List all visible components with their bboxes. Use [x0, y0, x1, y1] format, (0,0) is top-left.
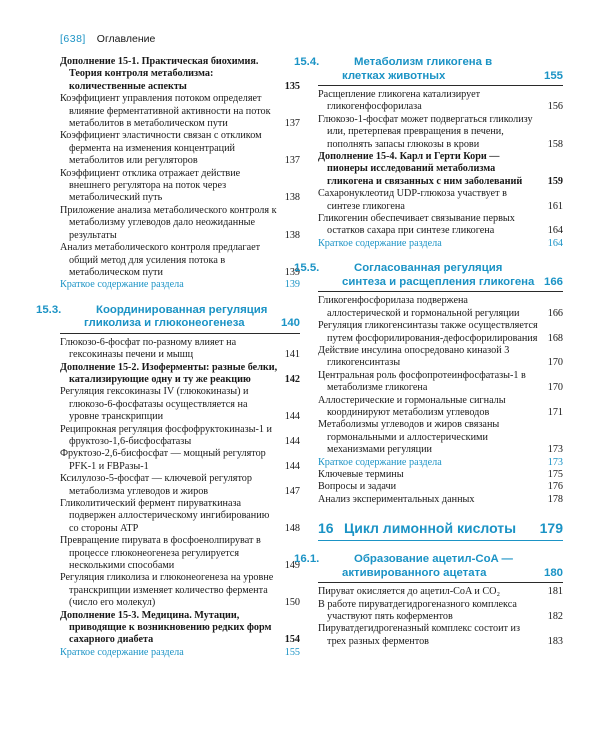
toc-entry[interactable] [60, 498, 300, 535]
page-ref: 168 [547, 332, 563, 344]
entry-title: Приложение анализа метаболического контроля к метаболизму углеводов дало неожиданные результаты [60, 204, 277, 241]
entry-title: Гликолитический фермент пируваткиназа подвержен аллостерическому ингибированию со стороны ATP [60, 498, 270, 534]
page-ref: 135 [284, 80, 300, 92]
entry-title: Фруктозо-2,6-бисфосфат — мощный регулятор PFK-1 и FBPазы-1 [60, 448, 266, 472]
toc-entry[interactable] [318, 623, 563, 648]
page-ref: 155 [543, 69, 563, 82]
section-heading[interactable] [294, 262, 563, 292]
entry-title: Анализ метаболического контроля предлагает общий метод для усиления потока в метаболическом пути [60, 242, 261, 278]
section-number: 15.5. [294, 262, 320, 275]
spacer [60, 292, 300, 304]
page-ref: 173 [547, 456, 563, 468]
toc-entry[interactable] [318, 419, 563, 456]
toc-left-column [36, 56, 300, 659]
entry-title: Краткое содержание раздела [318, 237, 442, 249]
entry-title: Регуляция гексокиназы IV (глюкокиназы) и глюкозо-6-фосфатазы осуществляется на уровне транскрипции [60, 386, 249, 423]
page-ref: 178 [547, 493, 563, 505]
toc-box-entry[interactable] [60, 610, 300, 647]
page-ref: 158 [547, 138, 563, 150]
entry-title: Глюкозо-1-фосфат может подвергаться гликолизу или, претерпевая превращения в печени, пополнять запасы глюкозы в крови [318, 113, 533, 150]
entry-title: Краткое содержание раздела [60, 646, 184, 658]
page-ref: 170 [547, 357, 563, 369]
entry-title: Превращение пирувата в фосфоенолпируват в процессе глюконеогенеза регулируется несколькими способами [60, 535, 261, 572]
spacer [318, 250, 563, 262]
entry-title: Краткое содержание раздела [60, 279, 184, 291]
chapter-title: Цикл лимонной кислоты [344, 520, 517, 537]
page-ref: 147 [284, 485, 300, 497]
page-ref: 166 [547, 307, 563, 319]
toc-entry[interactable] [318, 320, 563, 345]
toc-entry[interactable] [318, 494, 563, 506]
running-title: Оглавление [96, 33, 156, 45]
section-heading[interactable] [36, 303, 300, 334]
section-number: 15.4. [294, 56, 320, 68]
toc-summary-link[interactable] [60, 279, 300, 291]
page-ref: 173 [547, 444, 563, 456]
page-ref: 139 [284, 266, 300, 278]
entry-title: Гликогенин обеспечивает связывание первых остатков сахара при синтезе гликогена [318, 213, 515, 237]
toc-entry[interactable] [318, 395, 563, 420]
entry-title: Аллостерические и гормональные сигналы координируют метаболизм углеводов [318, 394, 506, 418]
page-ref: 175 [547, 468, 563, 480]
page-ref: 141 [284, 349, 300, 361]
section-number: 16.1. [294, 553, 320, 566]
entry-title: Дополнение 15-4. Карл и Герти Кори — пионеры исследований метаболизма гликогена и связанных с ним заболеваний [318, 151, 523, 187]
entry-title: Дополнение 15-1. Практическая биохимия. Теория контроля метаболизма: количественные аспекты [60, 56, 259, 92]
page-ref: 176 [547, 481, 563, 493]
section-title-line [36, 303, 272, 331]
page-ref: 166 [543, 275, 563, 288]
chapter-heading[interactable] [318, 518, 563, 541]
page-ref: 154 [284, 634, 300, 646]
page-ref: 150 [284, 597, 300, 609]
section-heading[interactable] [294, 553, 563, 583]
entry-title: Регуляция гликолиза и глюконеогенеза на уровне транскрипции изменяет количество фермента (число его молекул) [60, 572, 274, 609]
toc-entry[interactable] [60, 168, 300, 205]
page-ref: 155 [284, 646, 300, 658]
page-ref: 170 [547, 382, 563, 394]
entry-title: Коэффициент отклика отражает действие внешнего регулятора на поток через метаболический путь [60, 167, 241, 204]
page-number: [638] [60, 33, 86, 45]
entry-title: Метаболизмы углеводов и жиров связаны гормональными и аллостерическими механизмами регуляции [318, 419, 500, 456]
entry-title: Реципрокная регуляция фосфофруктокиназы-1 и фруктозо-1,6-бисфосфатазы [60, 423, 272, 447]
toc-entry[interactable] [318, 295, 563, 320]
section-number: 15.3. [36, 303, 62, 316]
toc-entry[interactable] [60, 473, 300, 498]
page-ref: 159 [547, 175, 563, 187]
section-title: Метаболизм гликогена в клетках животных [342, 56, 493, 82]
toc-entry[interactable] [318, 586, 563, 598]
section-title: Согласованная регуляция синтеза и расщепления гликогена [342, 262, 535, 288]
toc-entry[interactable] [60, 386, 300, 423]
toc-entry[interactable] [318, 469, 563, 481]
chapter-number: 16 [318, 520, 334, 537]
toc-entry[interactable] [318, 213, 563, 238]
toc-summary-link[interactable] [60, 647, 300, 659]
page-ref: 171 [547, 406, 563, 418]
entry-title: Сахаронуклеотид UDP-глюкоза участвует в синтезе гликогена [318, 188, 507, 212]
page-ref: 137 [284, 118, 300, 130]
section-heading[interactable] [294, 56, 563, 86]
entry-title: Расщепление гликогена катализирует гликогенфосфорилаза [318, 89, 481, 113]
page-ref: 156 [547, 101, 563, 113]
toc-entry[interactable] [318, 188, 563, 213]
entry-title: Краткое содержание раздела [318, 456, 442, 468]
toc-right-column [294, 56, 563, 648]
toc-box-entry[interactable] [60, 362, 300, 387]
page-ref: 149 [284, 560, 300, 572]
toc-entry[interactable] [318, 370, 563, 395]
entry-title: Действие инсулина опосредовано киназой 3 гликогенсинтазы [318, 344, 510, 369]
entry-title: Ключевые термины [318, 468, 404, 480]
page-ref: 180 [543, 566, 563, 579]
entry-title: Вопросы и задачи [318, 481, 397, 493]
page-ref: 179 [539, 520, 563, 537]
toc-entry[interactable] [60, 424, 300, 449]
toc-entry[interactable] [318, 345, 563, 370]
page-ref: 164 [547, 237, 563, 249]
toc-entry[interactable] [60, 242, 300, 279]
section-title: Координированная регуляция гликолиза и глюконеогенеза [84, 303, 268, 330]
page-ref: 161 [547, 200, 563, 212]
entry-title: Анализ экспериментальных данных [318, 493, 475, 505]
page-ref: 183 [547, 635, 563, 647]
page-ref: 144 [284, 435, 300, 447]
toc-summary-link[interactable] [318, 238, 563, 250]
section-title: Образование ацетил-CoA — активированного ацетата [342, 553, 513, 579]
toc-box-entry[interactable] [318, 151, 563, 188]
toc-entry[interactable] [318, 481, 563, 493]
page-ref: 137 [284, 155, 300, 167]
section-title-line [294, 262, 535, 289]
page-ref: 139 [284, 279, 300, 291]
toc-entry[interactable] [318, 599, 563, 624]
page-ref: 140 [280, 317, 300, 330]
toc-entry[interactable] [60, 337, 300, 362]
spacer [318, 506, 563, 518]
entry-title: В работе пируватдегидрогеназного комплекса участвуют пять коферментов [318, 598, 517, 622]
entry-title: Центральная роль фосфопротеинфосфатазы-1 в метаболизме гликогена [318, 369, 526, 394]
section-title-line [294, 56, 535, 83]
entry-title: Пируватдегидрогеназный комплекс состоит из трех разных ферментов [318, 623, 521, 647]
spacer [318, 541, 563, 553]
toc-box-entry[interactable] [60, 56, 300, 93]
page-ref: 144 [284, 411, 300, 423]
page-ref: 138 [284, 229, 300, 241]
page-ref: 182 [547, 611, 563, 622]
entry-title: Регуляция гликогенсинтазы также осуществляется путем фосфорилирования-дефосфорилирования [318, 320, 538, 344]
entry-title: Дополнение 15-2. Изоферменты: разные белки, катализирующие одну и ту же реакцию [60, 361, 278, 385]
section-title-line [294, 553, 535, 580]
toc-entry[interactable] [60, 93, 300, 130]
toc-entry[interactable] [60, 535, 300, 572]
page-ref: 142 [284, 373, 300, 385]
toc-entry[interactable] [318, 114, 563, 151]
toc-entry[interactable] [60, 205, 300, 242]
page-ref: 148 [284, 522, 300, 534]
toc-entry[interactable] [60, 448, 300, 473]
toc-summary-link[interactable] [318, 457, 563, 469]
page-header [60, 33, 155, 45]
page-ref: 181 [547, 586, 563, 598]
toc-entry[interactable] [318, 89, 563, 114]
page-ref: 164 [547, 225, 563, 237]
page-ref: 144 [284, 460, 300, 472]
entry-title: Гликогенфосфорилаза подвержена аллостерической и гормональной регуляции [318, 295, 520, 319]
entry-title: Пируват окисляется до ацетил-CoA и CO₂ [318, 586, 501, 598]
entry-title: Коэффициент управления потоком определяет влияние ферментативной активности на поток метаболитов в метаболическом пути [60, 93, 271, 130]
entry-title: Ксилулозо-5-фосфат — ключевой регулятор метаболизма углеводов и жиров [60, 473, 252, 497]
entry-title: Дополнение 15-3. Медицина. Мутации, приводящие к возникновению редких форм сахарного диабета [60, 609, 272, 646]
entry-title: Коэффициент эластичности связан с откликом фермента на изменения концентраций метаболитов или регуляторов [60, 130, 262, 167]
toc-entry[interactable] [60, 130, 300, 167]
entry-title: Глюкозо-6-фосфат по-разному влияет на гексокиназы печени и мышц [60, 336, 237, 361]
page-ref: 138 [284, 192, 300, 204]
toc-entry[interactable] [60, 572, 300, 609]
